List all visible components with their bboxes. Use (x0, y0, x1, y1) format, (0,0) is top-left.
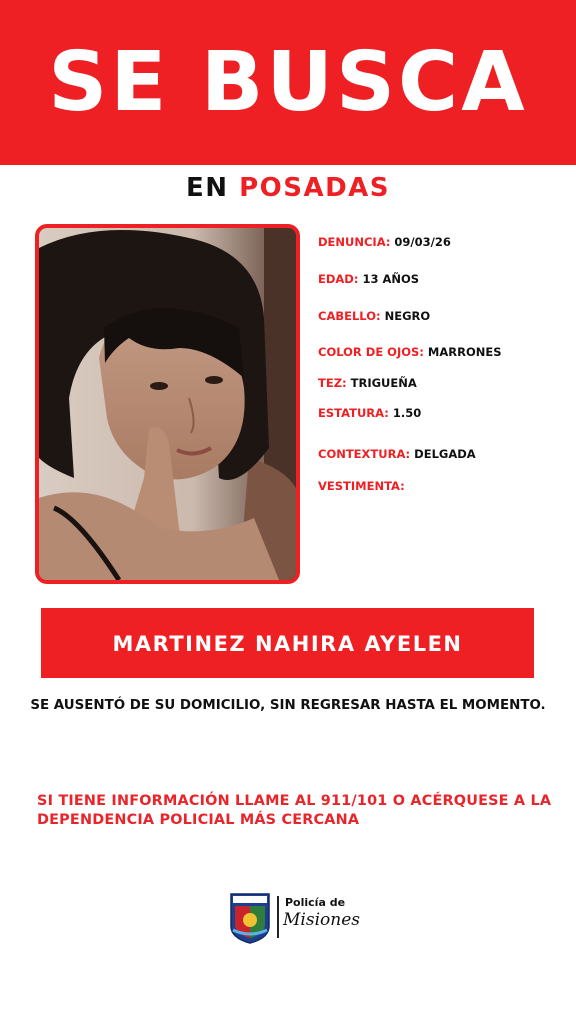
police-logo (229, 892, 359, 944)
contact-instructions: SI TIENE INFORMACIÓN LLAME AL 911/101 O ACÉRQUESE A LA DEPENDENCIA POLICIAL MÁS CERCANA (37, 793, 552, 828)
detail-estatura (318, 405, 421, 421)
detail-vestimenta (318, 478, 405, 494)
detail-label: VESTIMENTA: (318, 479, 405, 493)
page-title: SE BUSCA (48, 35, 528, 130)
absence-statement: SE AUSENTÓ DE SU DOMICILIO, SIN REGRESAR HASTA EL MOMENTO. (30, 698, 546, 713)
detail-value: 1.50 (388, 406, 422, 420)
detail-value: MARRONES (423, 345, 502, 359)
missing-person-photo (35, 224, 300, 584)
detail-label: COLOR DE OJOS: (318, 345, 424, 359)
detail-value: DELGADA (410, 447, 476, 461)
detail-cabello (318, 308, 430, 324)
detail-value: NEGRO (380, 309, 431, 323)
location-prefix: EN (185, 173, 229, 203)
detail-denuncia (318, 234, 451, 250)
detail-label: DENUNCIA: (318, 235, 391, 249)
detail-value: 13 AÑOS (358, 272, 420, 286)
detail-label: TEZ: (318, 376, 347, 390)
detail-tez (318, 375, 417, 391)
portrait-image (39, 228, 296, 580)
logo-script-text: Misiones (283, 910, 360, 930)
detail-label: CABELLO: (318, 309, 381, 323)
police-badge-icon (229, 892, 271, 944)
detail-value: TRIGUEÑA (346, 376, 417, 390)
location-heading (0, 170, 576, 206)
logo-title: Policía de (285, 896, 346, 909)
detail-label: CONTEXTURA: (318, 447, 411, 461)
detail-label: EDAD: (318, 272, 359, 286)
detail-value: 09/03/26 (390, 235, 451, 249)
detail-label: ESTATURA: (318, 406, 389, 420)
person-name: MARTINEZ NAHIRA AYELEN (112, 632, 463, 656)
detail-color-ojos (318, 344, 502, 360)
name-banner (41, 608, 534, 678)
detail-edad (318, 271, 419, 287)
location-name: POSADAS (239, 173, 391, 203)
detail-contextura (318, 446, 476, 462)
header-banner (0, 0, 576, 165)
logo-divider (277, 896, 279, 938)
